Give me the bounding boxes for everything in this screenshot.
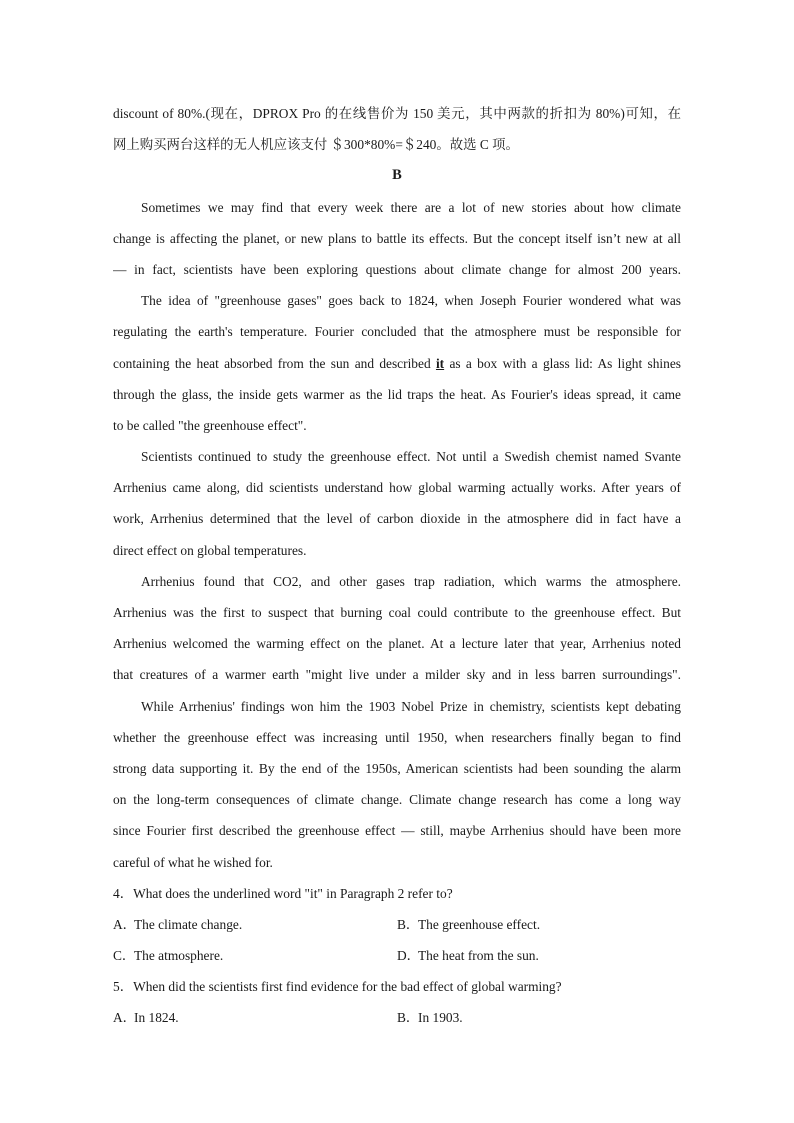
p5-line-4: on the long-term consequences of climate change. Climate change research has come a long way xyxy=(113,792,681,808)
p2-line-2: regulating the earth's temperature. Fourier concluded that the atmosphere must be responsible for xyxy=(113,324,681,340)
question-5-options-row-1 xyxy=(113,1002,681,1033)
p2-line-4: through the glass, the inside gets warmer as the lid traps the heat. As Fourier's ideas spread, it came xyxy=(113,386,681,402)
q5-option-a[interactable] xyxy=(113,1002,397,1033)
p2-line-5: to be called "the greenhouse effect". xyxy=(113,417,307,433)
question-4-options-row-1 xyxy=(113,909,681,940)
p5-line-2: whether the greenhouse effect was increasing until 1950, when researchers finally began to find xyxy=(113,729,681,745)
p5-line-5: since Fourier first described the greenhouse effect — still, maybe Arrhenius should have been more xyxy=(113,823,681,839)
page-content xyxy=(113,98,681,1034)
q5-option-b-text: In 1903. xyxy=(418,1010,463,1026)
q4-option-d[interactable] xyxy=(397,940,681,971)
q5-option-a-label: A． xyxy=(113,1010,137,1026)
q4-option-a-label: A． xyxy=(113,916,137,932)
q4-option-b[interactable] xyxy=(397,909,681,940)
p1-line-2: change is affecting the planet, or new plans to battle its effects. But the concept itself isn’t new at all xyxy=(113,230,681,246)
q4-option-d-text: The heat from the sun. xyxy=(418,948,539,964)
intro-line-2: 网上购买两台这样的无人机应该支付 ＄300*80%=＄240。故选 C 项。 xyxy=(113,137,519,153)
p3-line-3: work, Arrhenius determined that the level of carbon dioxide in the atmosphere did in fact have a xyxy=(113,511,681,527)
p4-line-4: that creatures of a warmer earth "might live under a milder sky and in less barren surroundings". xyxy=(113,667,681,683)
q4-option-d-label: D． xyxy=(397,948,421,964)
p5-line-1: While Arrhenius' findings won him the 1903 Nobel Prize in chemistry, scientists kept debating xyxy=(141,698,681,714)
intro-line-1: discount of 80%.(现在，DPROX Pro 的在线售价为 150 美元，其中两款的折扣为 80%)可知，在 xyxy=(113,106,681,121)
q4-option-c-label: C． xyxy=(113,948,136,964)
p5-line-3: strong data supporting it. By the end of the 1950s, American scientists had been sounding the alarm xyxy=(113,760,681,776)
q4-option-a[interactable] xyxy=(113,909,397,940)
p2-line-3-before: containing the heat absorbed from the sun and described xyxy=(113,355,436,371)
question-4: 4．What does the underlined word "it" in Paragraph 2 refer to? xyxy=(113,885,453,901)
p2-line-3-after: as a box with a glass lid: As light shines xyxy=(444,355,681,371)
q5-option-b-label: B． xyxy=(397,1010,420,1026)
p4-line-3: Arrhenius welcomed the warming effect on the planet. At a lecture later that year, Arrhenius noted xyxy=(113,636,681,652)
p3-line-1: Scientists continued to study the greenhouse effect. Not until a Swedish chemist named Svante xyxy=(141,449,681,465)
p1-line-3: — in fact, scientists have been exploring questions about climate change for almost 200 years. xyxy=(113,261,681,277)
q4-option-b-label: B． xyxy=(397,916,420,932)
question-4-options-row-2 xyxy=(113,940,681,971)
q5-option-b[interactable] xyxy=(397,1002,681,1033)
p3-line-2: Arrhenius came along, did scientists understand how global warming actually works. After years of xyxy=(113,480,681,496)
p4-line-2: Arrhenius was the first to suspect that burning coal could contribute to the greenhouse effect. But xyxy=(113,605,681,620)
q4-option-c[interactable] xyxy=(113,940,397,971)
p2-line-1: The idea of "greenhouse gases" goes back to 1824, when Joseph Fourier wondered what was xyxy=(141,293,681,309)
q4-option-a-text: The climate change. xyxy=(134,916,243,932)
question-5: 5．When did the scientists first find evidence for the bad effect of global warming? xyxy=(113,979,562,995)
p4-line-1: Arrhenius found that CO2, and other gases trap radiation, which warms the atmosphere. xyxy=(141,573,681,589)
p3-line-4: direct effect on global temperatures. xyxy=(113,542,307,558)
q4-option-c-text: The atmosphere. xyxy=(134,948,224,964)
underlined-word-it: it xyxy=(435,355,445,371)
section-title: B xyxy=(392,167,402,184)
p1-line-1: Sometimes we may find that every week there are a lot of new stories about how climate xyxy=(141,199,681,215)
p2-line-3 xyxy=(113,348,681,379)
q5-option-a-text: In 1824. xyxy=(134,1010,179,1026)
q4-option-b-text: The greenhouse effect. xyxy=(418,916,541,932)
p5-line-6: careful of what he wished for. xyxy=(113,854,273,870)
